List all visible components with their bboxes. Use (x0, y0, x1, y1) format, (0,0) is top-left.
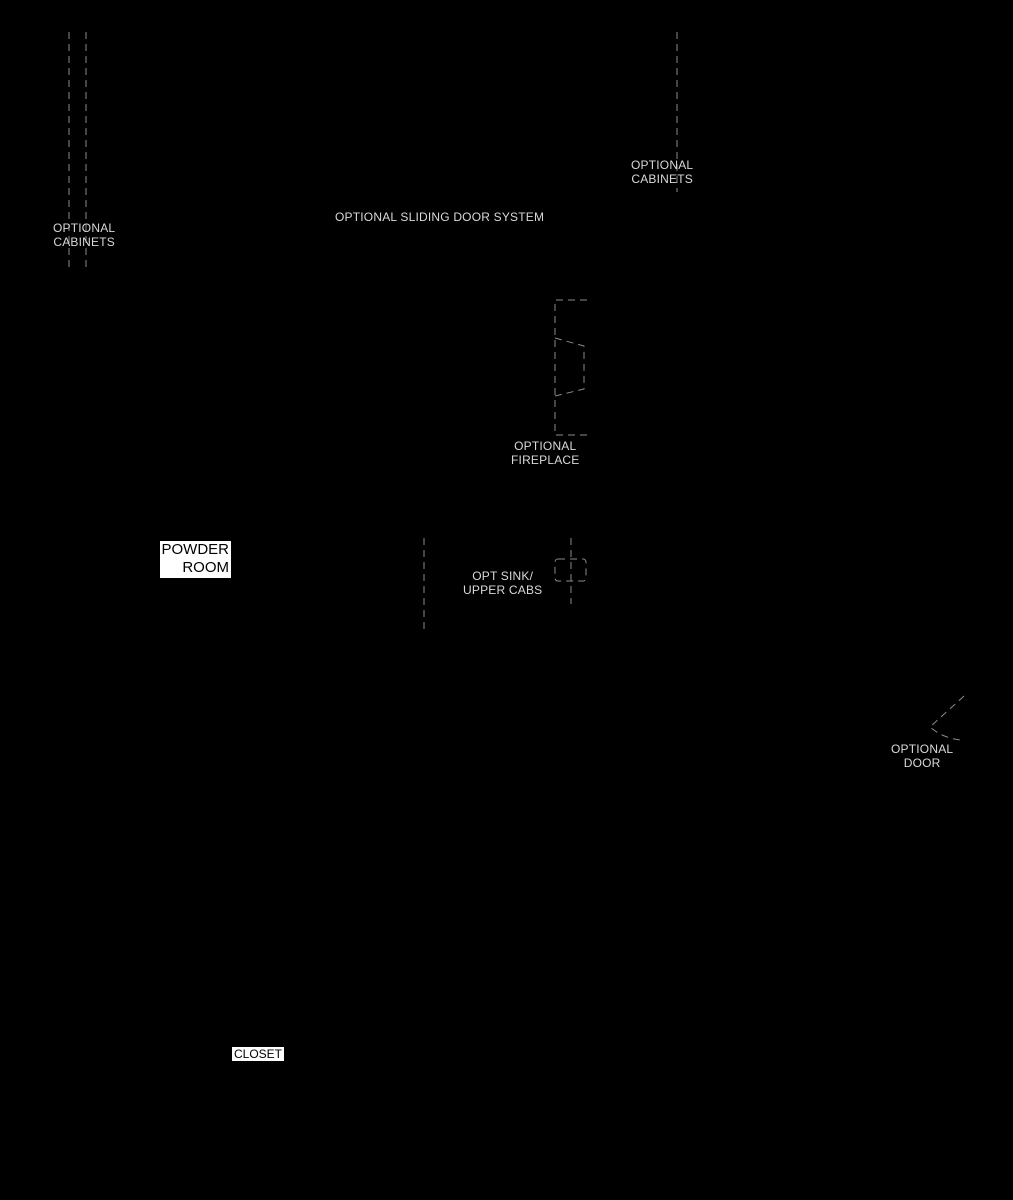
door-label-line2: DOOR (903, 756, 941, 770)
sink-label (463, 569, 542, 597)
powder-room-tag (160, 541, 231, 578)
fireplace-label (511, 439, 580, 467)
cabinets-left-label (53, 221, 115, 249)
door-label-line1: OPTIONAL (891, 742, 954, 756)
fireplace-label-line1: OPTIONAL (514, 439, 577, 453)
fireplace-label-line2: FIREPLACE (511, 453, 580, 467)
sink-label-line2: UPPER CABS (463, 583, 543, 597)
cabinets-left-label-line2: CABINETS (53, 235, 115, 249)
cabinets-left-label-line1: OPTIONAL (53, 221, 116, 235)
sliding-door-label (335, 210, 544, 224)
sink-label-line1: OPT SINK/ (472, 569, 534, 583)
fireplace-outline (555, 300, 587, 435)
door-swing-arc (930, 696, 964, 740)
cabinets-right-label-line2: CABINETS (631, 172, 693, 186)
cabinets-right-label-line1: OPTIONAL (631, 158, 694, 172)
closet-tag-text: CLOSET (234, 1047, 283, 1061)
closet-tag (232, 1047, 284, 1061)
door-label (891, 742, 953, 770)
powder-room-tag-line1: POWDER (161, 541, 229, 558)
powder-room-tag-line2: ROOM (182, 559, 229, 576)
cabinets-right-label (631, 158, 693, 186)
sliding-door-label-text: OPTIONAL SLIDING DOOR SYSTEM (335, 210, 545, 224)
